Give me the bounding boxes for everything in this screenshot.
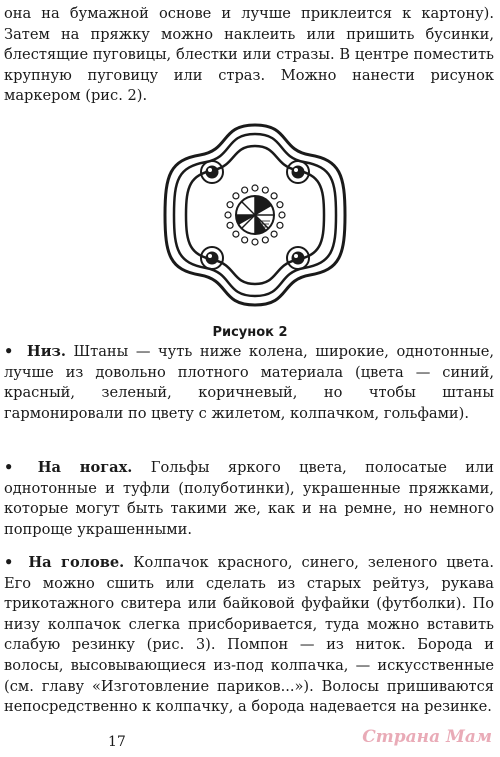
bead bbox=[271, 193, 277, 199]
bullet-marker: • bbox=[4, 459, 14, 476]
section-lead: На голове. bbox=[28, 554, 125, 571]
bead bbox=[242, 187, 248, 193]
bead bbox=[225, 212, 231, 218]
bead bbox=[252, 239, 258, 245]
section-feet bbox=[4, 458, 494, 540]
bead bbox=[233, 231, 239, 237]
section-head bbox=[4, 553, 494, 718]
site-watermark: Страна Мам bbox=[362, 727, 492, 747]
bullet-marker: • bbox=[4, 554, 14, 571]
page-number: 17 bbox=[108, 734, 126, 750]
bead bbox=[279, 212, 285, 218]
bead bbox=[271, 231, 277, 237]
bead bbox=[233, 193, 239, 199]
bead bbox=[252, 185, 258, 191]
bead bbox=[227, 222, 233, 228]
intro-paragraph: она на бумажной основе и лучше приклеится к картону). Затем на пряжку можно наклеить или пришить бусинки, блестящие пуговицы, блестки или стразы. В центре поместить крупную пуговицу или страз. Можно нанести рисунок маркером (рис. 2). bbox=[4, 5, 494, 105]
section-text: Гольфы яркого цвета, полосатые или однотонные и туфли (полуботинки), украшенные пряжками, которые могут быть такими же, как и на ремне, но немного попроще украшенными. bbox=[4, 459, 495, 538]
section-text: Штаны — чуть ниже колена, широкие, однотонные, лучше из довольно плотного материала (цвета — синий, красный, зеленый, коричневый, но чтобы штаны гармонировали по цвету с жилетом, колпачком, гольфами). bbox=[4, 343, 494, 422]
bead bbox=[242, 237, 248, 243]
section-lead: На ногах. bbox=[37, 459, 133, 476]
figure-caption: Рисунок 2 bbox=[212, 325, 288, 340]
bead bbox=[227, 202, 233, 208]
center-button bbox=[236, 196, 274, 234]
buckle-figure bbox=[160, 120, 350, 310]
section-bottom bbox=[4, 342, 494, 424]
section-lead: Низ. bbox=[26, 343, 66, 360]
section-text: Колпачок красного, синего, зеленого цвета. Его можно сшить или сделать из старых рейтуз, рукава трикотажного свитера или байковой фуфайки (футболки). По низу колпачок слегка присборивается, туда можно вставить слабую резинку (рис. 3). Помпон — из ниток. Борода и волосы, высовывающиеся из-под колпачка, — искусственные (см. главу «Изготовление париков...»). Волосы пришиваются непосредственно к колпачку, а борода надевается на резинке. bbox=[4, 554, 494, 716]
bead bbox=[262, 237, 268, 243]
bullet-marker: • bbox=[4, 343, 14, 360]
bead bbox=[277, 202, 283, 208]
bead bbox=[277, 222, 283, 228]
bead bbox=[262, 187, 268, 193]
